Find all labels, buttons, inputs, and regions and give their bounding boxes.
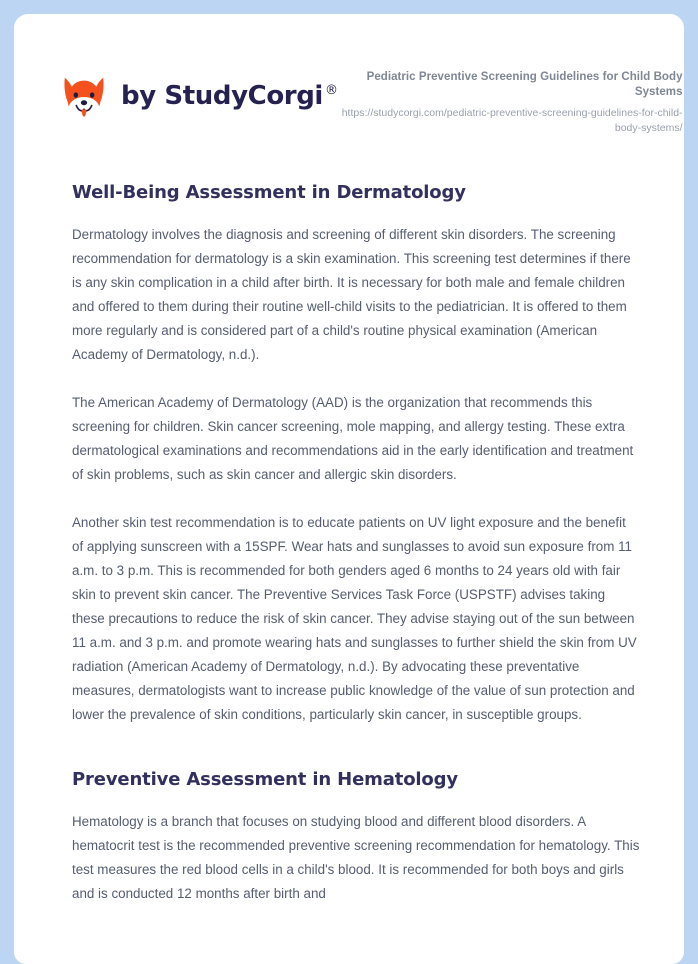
section-heading-dermatology: Well-Being Assessment in Dermatology bbox=[72, 182, 466, 204]
brand-name-text: by StudyCorgi bbox=[121, 81, 323, 111]
paragraph: Another skin test recommendation is to educate patients on UV light exposure and the benefit of applying sunscreen with a 15SPF. Wear hats and sunglasses to avoid sun exposure from 11 a.m. to 3 p.m. This is recommended for both genders aged 6 months to 24 years old with fair skin to prevent skin cancer. The Preventive Services Task Force (USPSTF) advises taking these precautions to reduce the risk of skin cancer. They advise staying out of the sun between 11 a.m. and 3 p.m. and promote wearing hats and sunglasses to further shield the skin from UV radiation (American Academy of Dermatology, n.d.). By advocating these preventative measures, dermatologists want to increase public knowledge of the value of sun protection and lower the prevalence of skin conditions, particularly skin cancer, in susceptible groups. bbox=[72, 515, 637, 723]
corgi-face-icon bbox=[60, 72, 108, 120]
registered-trademark-icon: ® bbox=[324, 83, 338, 99]
brand-wordmark bbox=[121, 81, 338, 111]
source-url[interactable]: https://studycorgi.com/pediatric-preventive-screening-guidelines-for-child-body-systems/ bbox=[341, 107, 683, 134]
paragraph: Hematology is a branch that focuses on studying blood and different blood disorders. A hematocrit test is the recommended preventive screening recommendation for hematology. This test measures the red blood cells in a child's blood. It is recommended for both boys and girls and is conducted 12 months after birth and bbox=[72, 814, 640, 902]
document-header bbox=[14, 14, 684, 135]
document-page-card bbox=[14, 14, 684, 964]
section-heading-hematology: Preventive Assessment in Hematology bbox=[72, 769, 458, 791]
header-meta bbox=[338, 66, 683, 135]
studycorgi-brand-logo bbox=[60, 66, 338, 120]
document-title: Pediatric Preventive Screening Guidelines for Child Body Systems bbox=[366, 71, 683, 99]
paragraph: Dermatology involves the diagnosis and screening of different skin disorders. The screening recommendation for dermatology is a skin examination. This screening test determines if there is any skin complication in a child after birth. It is necessary for both male and female children and offered to them during their routine well-child visits to the pediatrician. It is offered to them more regularly and is considered part of a child's routine physical examination (American Academy of Dermatology, n.d.). bbox=[72, 227, 631, 363]
paragraph: The American Academy of Dermatology (AAD) is the organization that recommends this screening for children. Skin cancer screening, mole mapping, and allergy testing. These extra dermatological examinations and recommendations aid in the early identification and treatment of skin problems, such as skin cancer and allergic skin disorders. bbox=[72, 395, 634, 483]
document-body bbox=[14, 182, 684, 906]
